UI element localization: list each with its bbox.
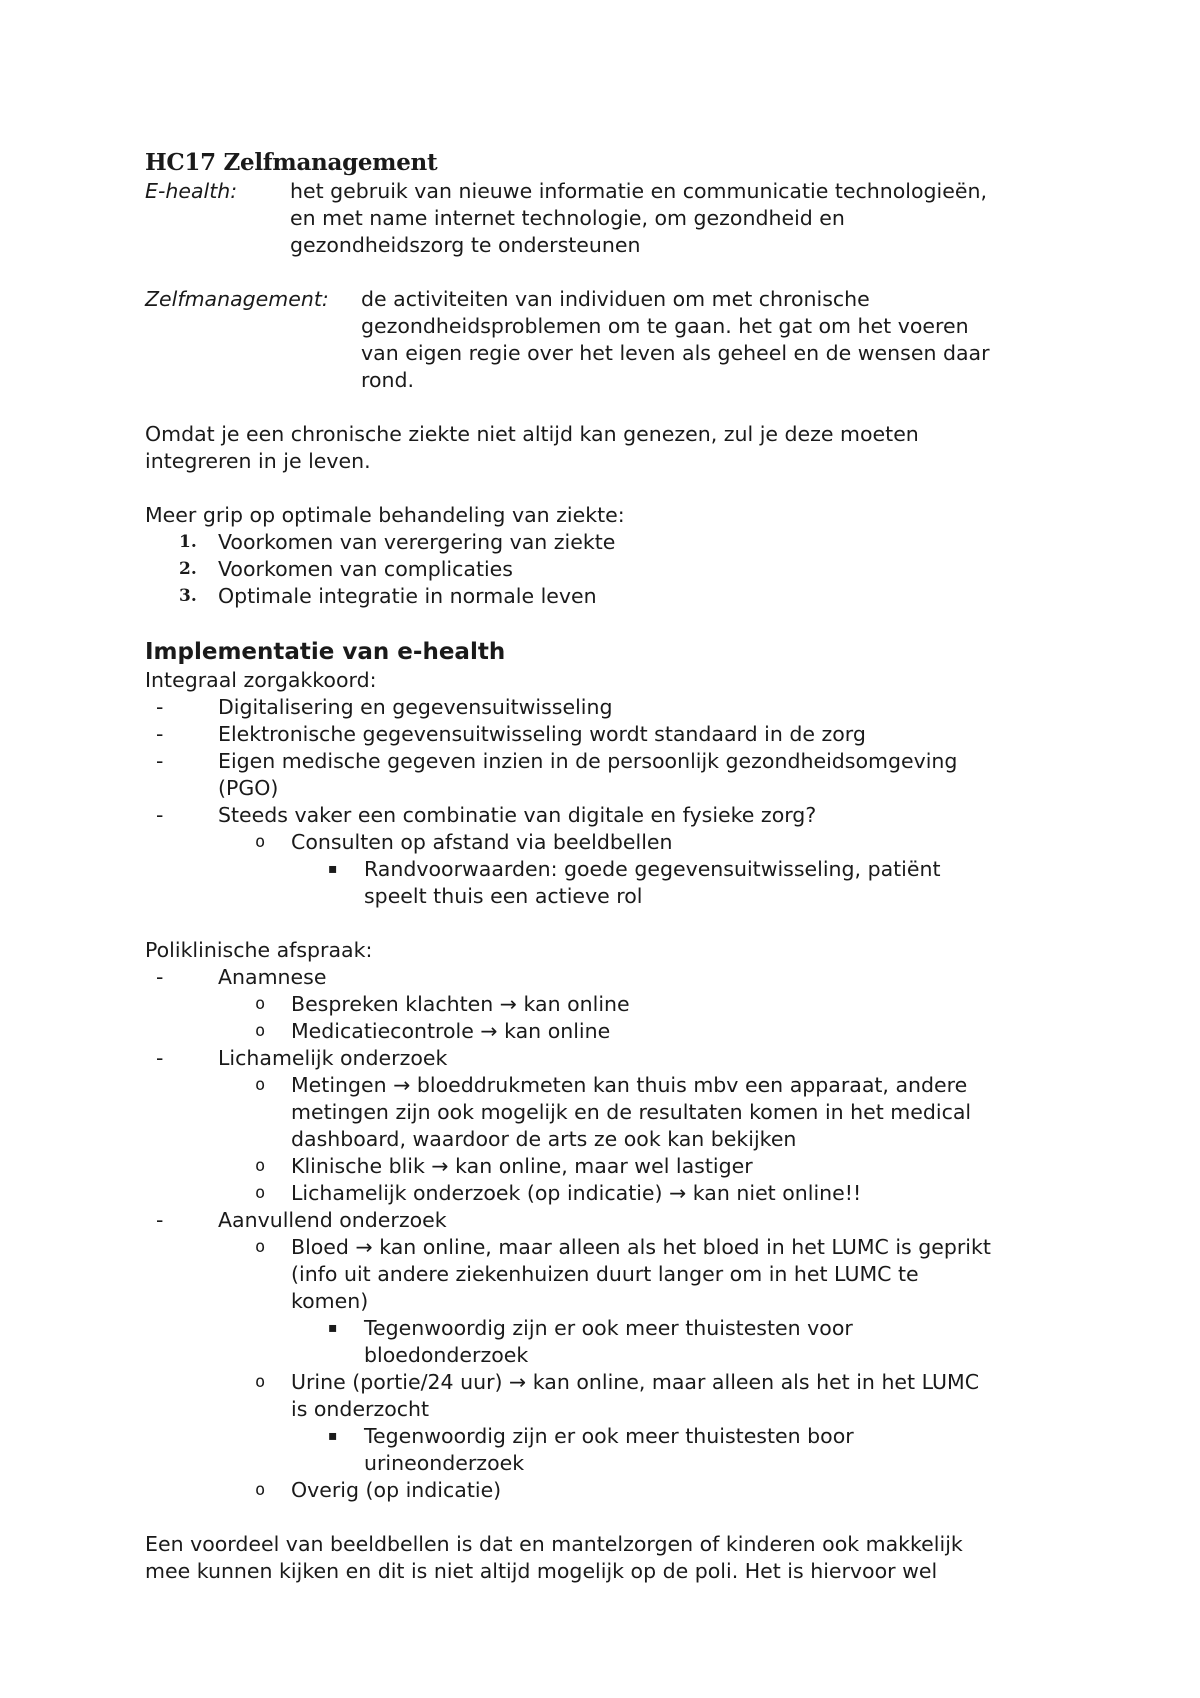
item-number: 3. bbox=[179, 586, 197, 606]
item-text: Lichamelijk onderzoek bbox=[218, 1046, 448, 1070]
list-item bbox=[145, 1018, 1075, 1045]
item-text bbox=[364, 1315, 1075, 1369]
document-title: HC17 Zelfmanagement bbox=[145, 149, 438, 176]
paragraph-closing bbox=[145, 1531, 1075, 1585]
dash-icon: - bbox=[156, 1208, 164, 1232]
item-line bbox=[291, 1234, 1075, 1261]
list-item bbox=[145, 1234, 1075, 1315]
paragraph-chronisch bbox=[145, 421, 1075, 475]
circle-bullet-icon: o bbox=[255, 1156, 266, 1176]
item-line: metingen zijn ook mogelijk en de resultaten komen in het medical bbox=[291, 1100, 972, 1124]
item-line: is onderzocht bbox=[291, 1397, 430, 1421]
item-part: kan online, maar wel lastiger bbox=[455, 1154, 753, 1178]
item-text: Steeds vaker een combinatie van digitale en fysieke zorg? bbox=[218, 803, 817, 827]
square-bullet-icon: ▪ bbox=[328, 1320, 338, 1336]
item-line: (info uit andere ziekenhuizen duurt langer om in het LUMC te bbox=[291, 1262, 919, 1286]
item-part: kan online, maar alleen als het in het LUMC bbox=[532, 1370, 980, 1394]
item-line: speelt thuis een actieve rol bbox=[364, 884, 643, 908]
square-bullet-icon: ▪ bbox=[328, 1428, 338, 1444]
item-part: Bloed bbox=[291, 1235, 349, 1259]
section-heading: Implementatie van e-health bbox=[145, 639, 506, 665]
item-text bbox=[291, 1072, 1075, 1153]
dash-icon: - bbox=[156, 1046, 164, 1070]
arrow-icon: → bbox=[393, 1073, 411, 1097]
list-item bbox=[145, 1369, 1075, 1423]
poli-intro: Poliklinische afspraak: bbox=[145, 938, 373, 962]
list-item bbox=[145, 829, 1075, 856]
item-line bbox=[291, 1369, 1075, 1396]
dash-icon: - bbox=[156, 749, 164, 773]
item-text bbox=[218, 748, 1075, 802]
list-item bbox=[145, 802, 1075, 829]
item-part: Urine (portie/24 uur) bbox=[291, 1370, 503, 1394]
paragraph-line: integreren in je leven. bbox=[145, 449, 371, 473]
item-text: Overig (op indicatie) bbox=[291, 1478, 502, 1502]
item-number: 2. bbox=[179, 559, 197, 579]
definition-line: rond. bbox=[361, 368, 415, 392]
circle-bullet-icon: o bbox=[255, 832, 266, 852]
list-item bbox=[145, 1315, 1075, 1369]
item-line: bloedonderzoek bbox=[364, 1343, 529, 1367]
item-text bbox=[291, 1180, 1075, 1207]
item-text: Anamnese bbox=[218, 965, 327, 989]
item-text bbox=[364, 1423, 1075, 1477]
paragraph-line: Omdat je een chronische ziekte niet altijd kan genezen, zul je deze moeten bbox=[145, 422, 919, 446]
item-text bbox=[291, 1153, 1075, 1180]
definition-ehealth bbox=[145, 178, 1075, 259]
arrow-icon: → bbox=[509, 1370, 527, 1394]
arrow-icon: → bbox=[480, 1019, 498, 1043]
item-part: Medicatiecontrole bbox=[291, 1019, 474, 1043]
circle-bullet-icon: o bbox=[255, 994, 266, 1014]
circle-bullet-icon: o bbox=[255, 1480, 266, 1500]
item-part: bloeddrukmeten kan thuis mbv een apparaat, andere bbox=[416, 1073, 968, 1097]
item-line: Eigen medische gegeven inzien in de persoonlijk gezondheidsomgeving bbox=[218, 749, 958, 773]
dash-icon: - bbox=[156, 722, 164, 746]
definition-line: het gebruik van nieuwe informatie en communicatie technologieën, bbox=[290, 179, 987, 203]
numbered-item bbox=[145, 556, 1075, 583]
dash-icon: - bbox=[156, 803, 164, 827]
item-part: kan online bbox=[504, 1019, 611, 1043]
item-number: 1. bbox=[179, 532, 197, 552]
item-text bbox=[291, 1369, 1075, 1423]
definition-line: de activiteiten van individuen om met chronische bbox=[361, 287, 870, 311]
item-part: kan online bbox=[523, 992, 630, 1016]
definition-line: van eigen regie over het leven als geheel en de wensen daar bbox=[361, 341, 990, 365]
definition-text bbox=[290, 178, 1075, 259]
circle-bullet-icon: o bbox=[255, 1021, 266, 1041]
item-text bbox=[291, 991, 1075, 1018]
numbered-item bbox=[145, 529, 1075, 556]
item-text: Voorkomen van verergering van ziekte bbox=[218, 530, 616, 554]
item-line: urineonderzoek bbox=[364, 1451, 525, 1475]
definition-zelfmanagement bbox=[145, 286, 1075, 394]
list-item bbox=[145, 1072, 1075, 1153]
list-item bbox=[145, 964, 1075, 991]
item-part: Bespreken klachten bbox=[291, 992, 494, 1016]
item-text: Optimale integratie in normale leven bbox=[218, 584, 597, 608]
list-item bbox=[145, 856, 1075, 910]
arrow-icon: → bbox=[431, 1154, 449, 1178]
item-line: dashboard, waardoor de arts ze ook kan bekijken bbox=[291, 1127, 797, 1151]
item-part: Lichamelijk onderzoek (op indicatie) bbox=[291, 1181, 663, 1205]
numbered-item bbox=[145, 583, 1075, 610]
arrow-icon: → bbox=[499, 992, 517, 1016]
circle-bullet-icon: o bbox=[255, 1183, 266, 1203]
definition-line: en met name internet technologie, om gezondheid en bbox=[290, 206, 845, 230]
item-text: Digitalisering en gegevensuitwisseling bbox=[218, 695, 613, 719]
item-text bbox=[364, 856, 1075, 910]
item-part: Metingen bbox=[291, 1073, 387, 1097]
item-line bbox=[291, 1072, 1075, 1099]
list-item bbox=[145, 991, 1075, 1018]
definition-line: gezondheidszorg te ondersteunen bbox=[290, 233, 641, 257]
dash-icon: - bbox=[156, 965, 164, 989]
item-text: Elektronische gegevensuitwisseling wordt standaard in de zorg bbox=[218, 722, 866, 746]
document-content bbox=[145, 148, 1075, 1585]
dash-icon: - bbox=[156, 695, 164, 719]
list-item bbox=[145, 1423, 1075, 1477]
item-line: Randvoorwaarden: goede gegevensuitwisseling, patiënt bbox=[364, 857, 941, 881]
item-part: kan niet online!! bbox=[692, 1181, 862, 1205]
item-line: komen) bbox=[291, 1289, 369, 1313]
definition-term: E-health: bbox=[145, 179, 238, 203]
list-item bbox=[145, 1180, 1075, 1207]
item-part: kan online, maar alleen als het bloed in het LUMC is geprikt bbox=[379, 1235, 991, 1259]
paragraph-line: Een voordeel van beeldbellen is dat en mantelzorgen of kinderen ook makkelijk bbox=[145, 1532, 963, 1556]
list-item bbox=[145, 1207, 1075, 1234]
square-bullet-icon: ▪ bbox=[328, 861, 338, 877]
arrow-icon: → bbox=[669, 1181, 687, 1205]
circle-bullet-icon: o bbox=[255, 1075, 266, 1095]
circle-bullet-icon: o bbox=[255, 1237, 266, 1257]
item-text bbox=[291, 1234, 1075, 1315]
item-line: Tegenwoordig zijn er ook meer thuistesten voor bbox=[364, 1316, 853, 1340]
list-item bbox=[145, 748, 1075, 802]
list-item bbox=[145, 721, 1075, 748]
item-line: (PGO) bbox=[218, 776, 279, 800]
paragraph-line: mee kunnen kijken en dit is niet altijd mogelijk op de poli. Het is hiervoor wel bbox=[145, 1559, 938, 1583]
list-item bbox=[145, 694, 1075, 721]
item-text: Voorkomen van complicaties bbox=[218, 557, 513, 581]
item-text: Consulten op afstand via beeldbellen bbox=[291, 830, 673, 854]
definition-line: gezondheidsproblemen om te gaan. het gat om het voeren bbox=[361, 314, 969, 338]
section-intro: Integraal zorgakkoord: bbox=[145, 668, 377, 692]
grip-intro: Meer grip op optimale behandeling van ziekte: bbox=[145, 503, 625, 527]
arrow-icon: → bbox=[355, 1235, 373, 1259]
definition-text bbox=[361, 286, 1075, 394]
list-item bbox=[145, 1477, 1075, 1504]
item-line: Tegenwoordig zijn er ook meer thuistesten boor bbox=[364, 1424, 854, 1448]
item-text bbox=[291, 1018, 1075, 1045]
circle-bullet-icon: o bbox=[255, 1372, 266, 1392]
item-part: Klinische blik bbox=[291, 1154, 425, 1178]
definition-term: Zelfmanagement: bbox=[145, 287, 329, 311]
item-text: Aanvullend onderzoek bbox=[218, 1208, 447, 1232]
list-item bbox=[145, 1153, 1075, 1180]
list-item bbox=[145, 1045, 1075, 1072]
